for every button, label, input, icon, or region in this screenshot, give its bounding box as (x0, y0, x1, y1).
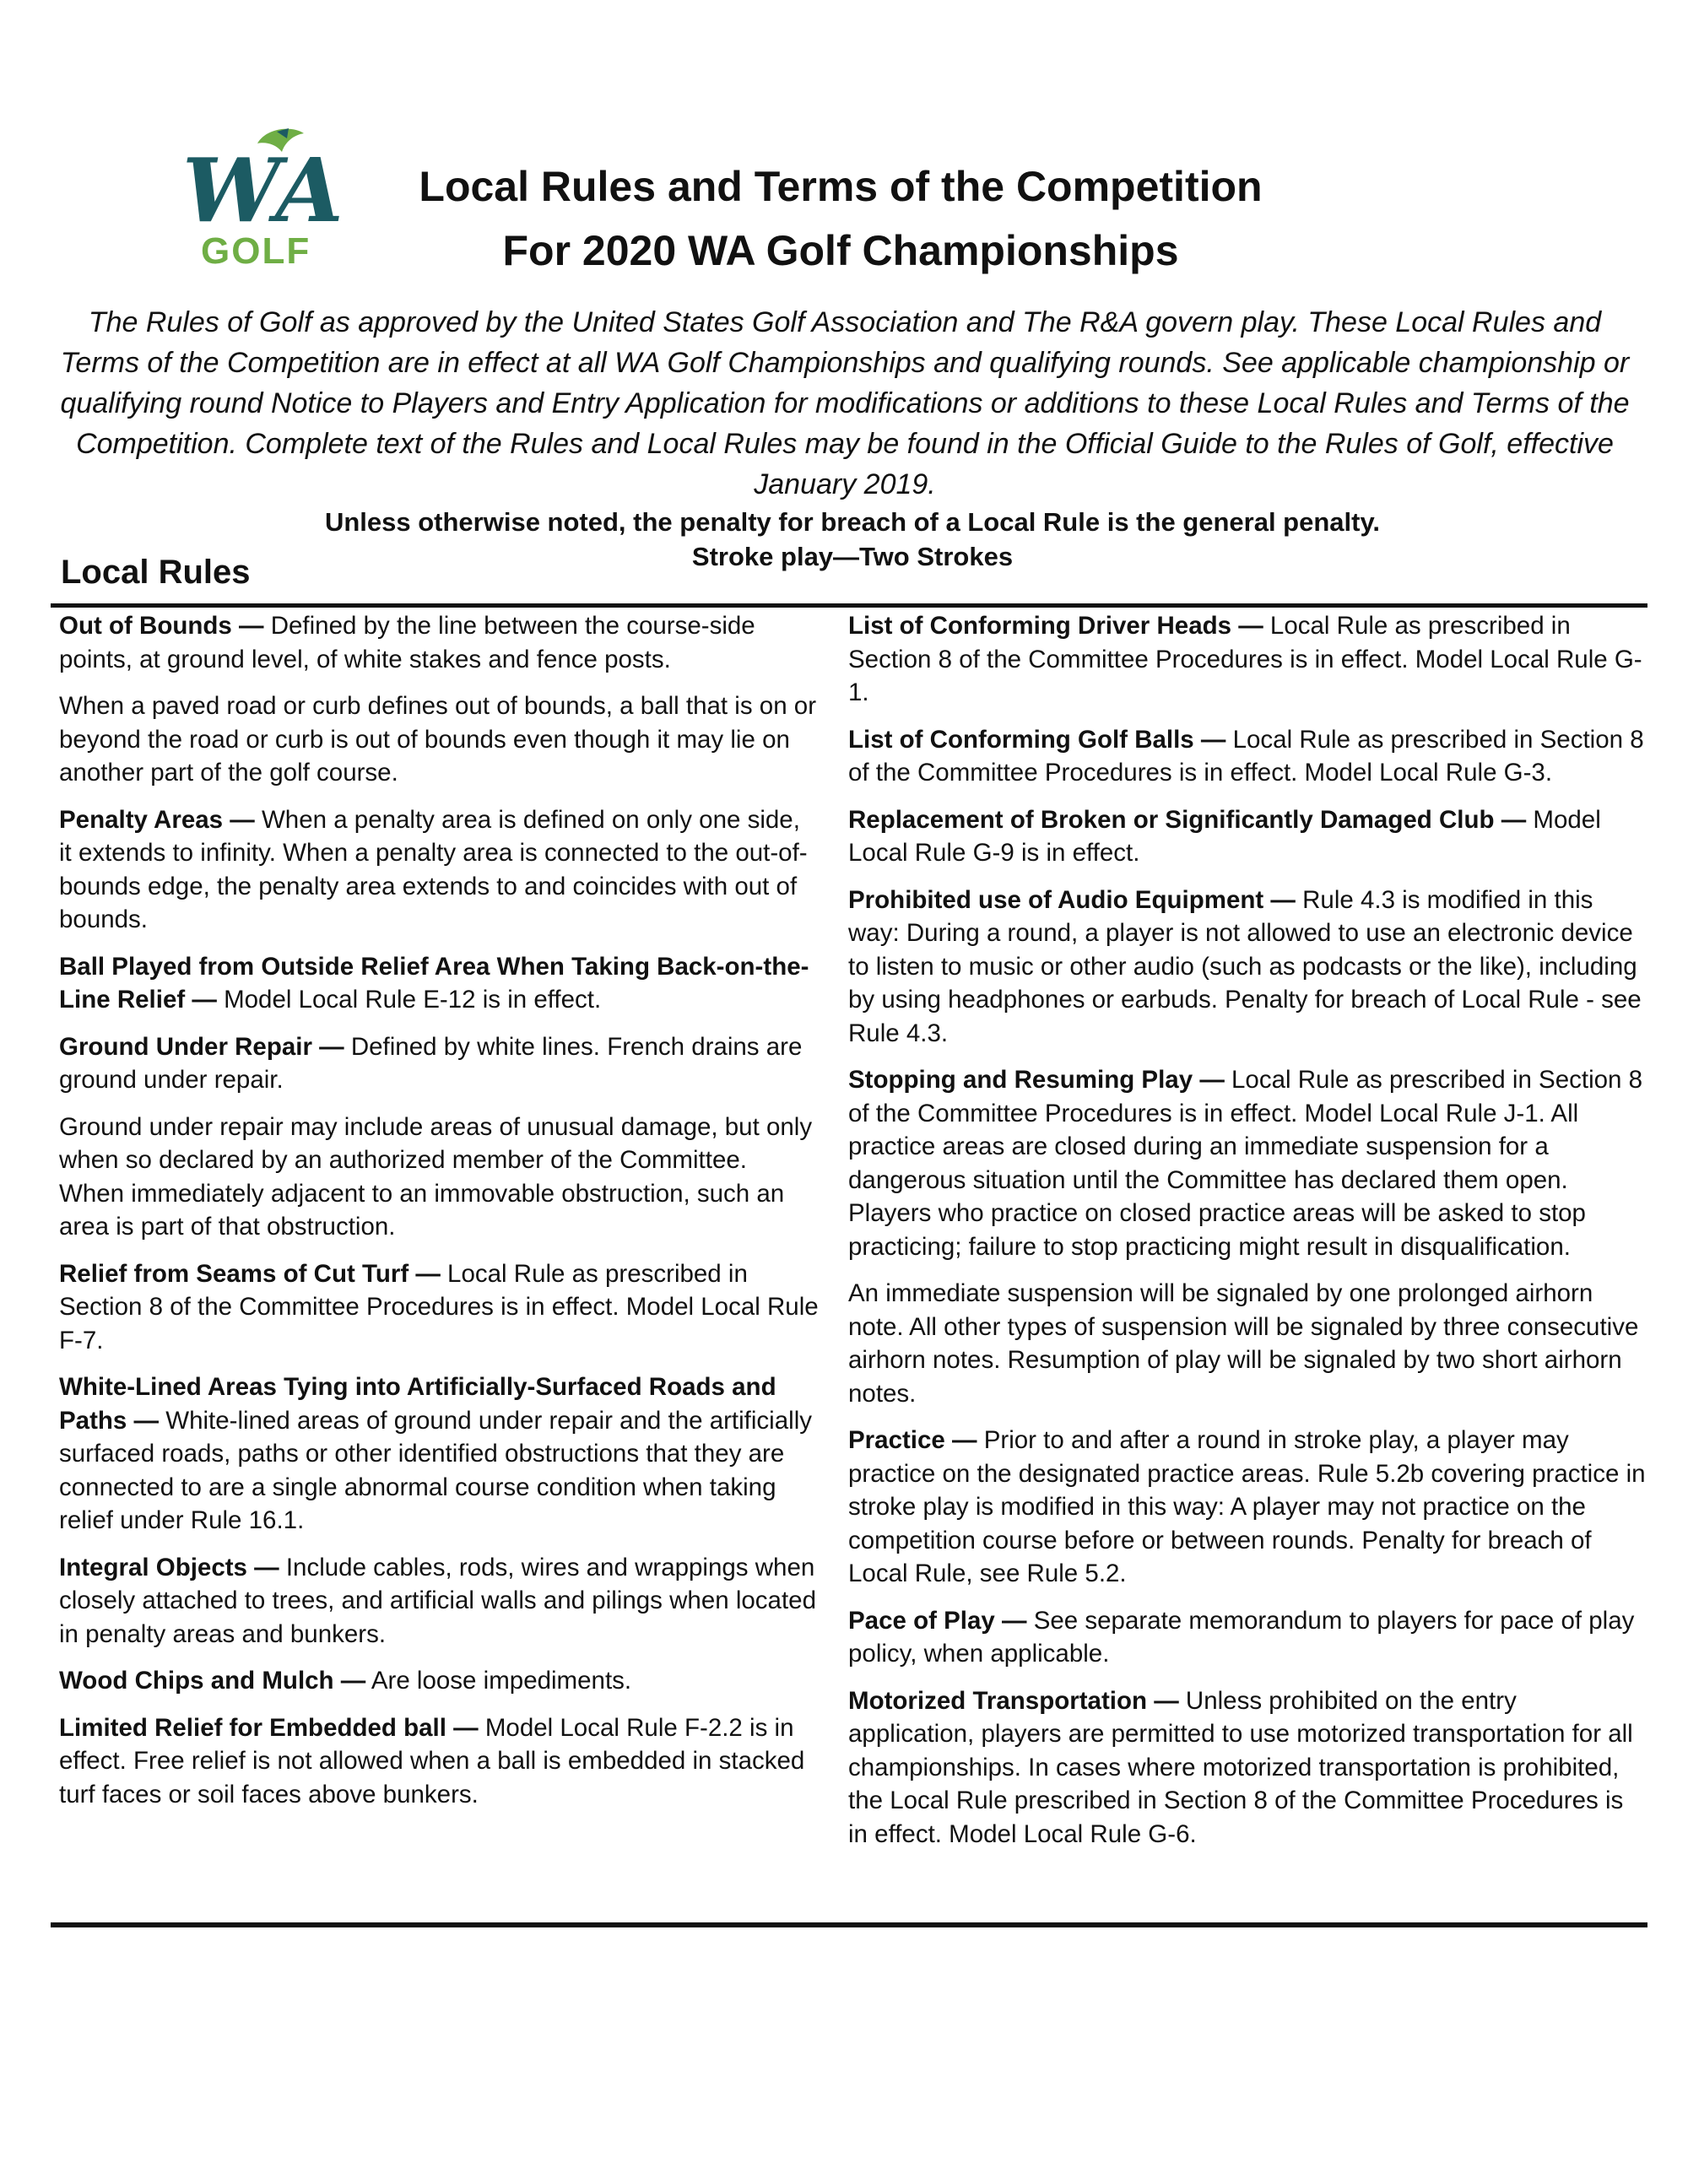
rule-title: Wood Chips and Mulch — (59, 1667, 366, 1695)
penalty-note-line1: Unless otherwise noted, the penalty for breach of a Local Rule is the general penalty. (324, 507, 1381, 537)
rule-item (848, 609, 1646, 710)
rule-text: Include cables, rods, wires and wrappings when closely attached to trees, and artificial walls and pilings when located in penalty areas and bunkers. (59, 1553, 816, 1648)
rule-text: Local Rule as prescribed in Section 8 of the Committee Procedures is in effect. Model Local Rule J-1. All practice areas are closed during an immediate suspension for a dangerous situation until the Committee has declared them open. Players who practice on closed practice areas will be asked to stop practicing; failure to stop practicing might result in disqualification. (848, 1066, 1643, 1261)
rule-item (848, 1063, 1646, 1263)
logo-mark: WA (182, 138, 344, 242)
rule-title: Penalty Areas — (59, 805, 255, 834)
rule-text: Defined by white lines. French drains are ground under repair. (59, 1032, 803, 1094)
rule-title: Replacement of Broken or Significantly Damaged Club — (848, 805, 1527, 834)
rule-title: Stopping and Resuming Play — (848, 1066, 1225, 1094)
rule-text: White-lined areas of ground under repair and the artificially surfaced roads, paths or other identified obstructions that they are connected to are a single abnormal course condition when taking relief under Rule 16.1. (59, 1406, 813, 1534)
rule-item (59, 689, 819, 790)
rule-title: Motorized Transportation — (848, 1686, 1179, 1715)
rule-item (59, 1030, 819, 1097)
rule-item (59, 950, 819, 1017)
rule-text: Local Rule as prescribed in Section 8 of the Committee Procedures is in effect. Model Local Rule G-1. (848, 612, 1642, 706)
rule-item (59, 1257, 819, 1358)
rule-title: White-Lined Areas Tying into Artificially-Surfaced Roads and Paths — (59, 1373, 776, 1435)
rule-item (848, 884, 1646, 1051)
rule-text: Defined by the line between the course-side points, at ground level, of white stakes and fence posts. (59, 612, 755, 673)
logo-word: GOLF (201, 230, 311, 270)
rule-text: Local Rule as prescribed in Section 8 of the Committee Procedures is in effect. Model Local Rule F-7. (59, 1259, 819, 1354)
rule-item (59, 1370, 819, 1538)
section-heading: Local Rules (61, 554, 251, 591)
intro-paragraph: The Rules of Golf as approved by the United States Golf Association and The R&A govern play. These Local Rules and Terms of the Competition are in effect at all WA Golf Championships and qualifying rounds. See applicable championship or qualifying round Notice to Players and Entry Application for modifications or additions to these Local Rules and Terms of the Competition. Complete text of the Rules and Local Rules may be found in the Official Guide to the Rules of Golf, effective January 2019. (60, 306, 1630, 500)
rule-title: List of Conforming Golf Balls — (848, 725, 1226, 754)
rule-item (848, 803, 1646, 870)
left-column (59, 609, 819, 1825)
right-column (848, 609, 1646, 1864)
rule-text: Model Local Rule F-2.2 is in effect. Free relief is not allowed when a ball is embedded in stacked turf faces or soil faces above bunkers. (59, 1713, 805, 1808)
rule-item (59, 803, 819, 937)
rule-item (59, 1111, 819, 1244)
rule-text: Are loose impediments. (365, 1667, 632, 1695)
rule-title: Pace of Play — (848, 1606, 1027, 1635)
rule-title: Integral Objects — (59, 1553, 279, 1581)
rule-text: Local Rule as prescribed in Section 8 of the Committee Procedures is in effect. Model Local Rule G-3. (848, 725, 1644, 787)
rule-title: Ball Played from Outside Relief Area When Taking Back-on-the-Line Relief — (59, 952, 809, 1014)
rule-text: Unless prohibited on the entry application, players are permitted to use motorized transportation for all championships. In cases where motorized transportation is prohibited, the Local Rule prescribed in Section 8 of the Committee Procedures is in effect. Model Local Rule G-6. (848, 1686, 1633, 1848)
rule-item (848, 1604, 1646, 1671)
rule-text: Model Local Rule E-12 is in effect. (216, 986, 602, 1014)
bottom-divider (51, 1922, 1647, 1927)
rule-item (848, 1277, 1646, 1410)
rule-text: Prior to and after a round in stroke play, a player may practice on the designated practice areas. Rule 5.2b covering practice in stroke play is modified in this way: A player may not practice on the competition course before or between rounds. Penalty for breach of Local Rule, see Rule 5.2. (848, 1426, 1646, 1587)
rule-text: When a paved road or curb defines out of bounds, a ball that is on or beyond the road or curb is out of bounds even though it may lie on another part of the golf course. (59, 692, 817, 787)
rule-text: See separate memorandum to players for pace of play policy, when applicable. (848, 1606, 1635, 1668)
rule-item (59, 1711, 819, 1812)
rule-item (59, 1551, 819, 1652)
penalty-note-line2: Stroke play—Two Strokes (691, 542, 1014, 571)
rule-item (848, 1424, 1646, 1591)
rule-text: Rule 4.3 is modified in this way: During a round, a player is not allowed to use an electronic device to listen to music or other audio (such as podcasts or the like), including by using headphones or earbuds. Penalty for breach of Local Rule - see Rule 4.3. (848, 885, 1642, 1047)
top-divider (51, 603, 1647, 608)
rule-title: Prohibited use of Audio Equipment — (848, 885, 1296, 914)
rule-item (59, 609, 819, 676)
rule-item (848, 1684, 1646, 1852)
rule-text: An immediate suspension will be signaled by one prolonged airhorn note. All other types of suspension will be signaled by three consecutive airhorn notes. Resumption of play will be signaled by two short airhorn notes. (848, 1279, 1639, 1408)
page-title-line1: Local Rules and Terms of the Competition (419, 163, 1263, 210)
rule-title: List of Conforming Driver Heads — (848, 612, 1263, 640)
rule-text: When a penalty area is defined on only one side, it extends to infinity. When a penalty area is connected to the out-of-bounds edge, the penalty area extends to and coincides with out of bounds. (59, 805, 808, 933)
rule-item (848, 723, 1646, 790)
rule-item (59, 1664, 819, 1698)
rule-title: Out of Bounds — (59, 612, 264, 640)
rule-title: Relief from Seams of Cut Turf — (59, 1259, 441, 1288)
page-title-line2: For 2020 WA Golf Championships (502, 227, 1179, 274)
rule-text: Ground under repair may include areas of unusual damage, but only when so declared by an authorized member of the Committee. When immediately adjacent to an immovable obstruction, such an area is part of that obstruction. (59, 1112, 813, 1241)
rule-title: Practice — (848, 1426, 977, 1454)
rule-title: Limited Relief for Embedded ball — (59, 1713, 479, 1742)
rule-title: Ground Under Repair — (59, 1032, 344, 1061)
rule-text: Model Local Rule G-9 is in effect. (848, 805, 1601, 867)
